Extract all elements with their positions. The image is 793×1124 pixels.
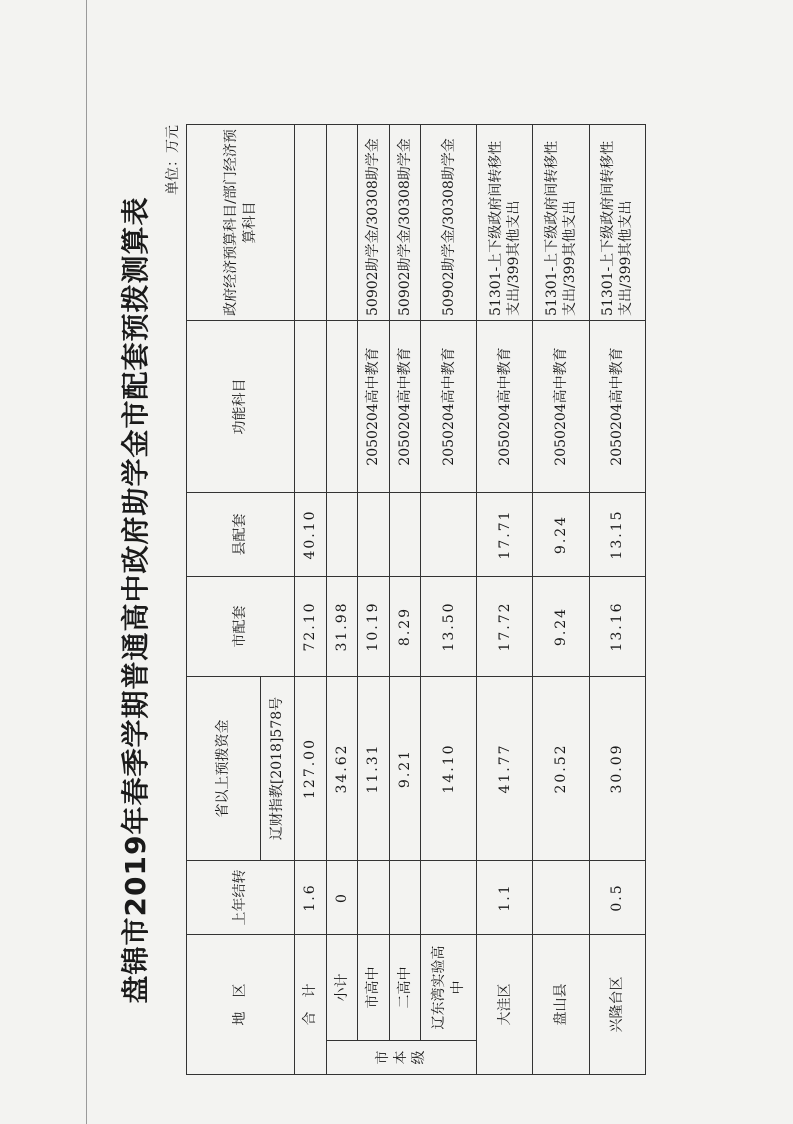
cell-econ bbox=[295, 125, 327, 321]
header-function-subject: 功能科目 bbox=[187, 321, 295, 493]
cell-carryover: 0 bbox=[326, 861, 358, 935]
cell-carryover: 0.5 bbox=[589, 861, 645, 935]
cell-function: 2050204高中教育 bbox=[389, 321, 421, 493]
cell-function: 2050204高中教育 bbox=[589, 321, 645, 493]
table-row bbox=[358, 125, 390, 1075]
cell-provincial: 14.10 bbox=[421, 677, 477, 861]
cell-region: 小计 bbox=[326, 935, 358, 1041]
cell-city-match: 13.16 bbox=[589, 577, 645, 677]
table-row bbox=[389, 125, 421, 1075]
unit-label: 单位：万元 bbox=[165, 125, 181, 195]
cell-city-match: 13.50 bbox=[421, 577, 477, 677]
cell-region: 二高中 bbox=[389, 935, 421, 1041]
cell-function: 2050204高中教育 bbox=[533, 321, 589, 493]
cell-provincial: 9.21 bbox=[389, 677, 421, 861]
cell-carryover: 1.6 bbox=[295, 861, 327, 935]
cell-function: 2050204高中教育 bbox=[421, 321, 477, 493]
cell-region: 盘山县 bbox=[533, 935, 589, 1075]
table-row-total bbox=[295, 125, 327, 1075]
cell-county-match: 17.71 bbox=[477, 493, 533, 577]
cell-city-level-group: 市本级 bbox=[326, 1041, 477, 1075]
cell-county-match: 13.15 bbox=[589, 493, 645, 577]
cell-econ: 51301-上下级政府间转移性支出/399其他支出 bbox=[533, 125, 589, 321]
cell-econ bbox=[326, 125, 358, 321]
cell-provincial: 20.52 bbox=[533, 677, 589, 861]
cell-provincial: 41.77 bbox=[477, 677, 533, 861]
table-row-subtotal bbox=[326, 125, 358, 1075]
table-row bbox=[589, 125, 645, 1075]
table-row bbox=[421, 125, 477, 1075]
header-econ-subject: 政府经济预算科目/部门经济预算科目 bbox=[187, 125, 295, 321]
cell-econ: 51301-上下级政府间转移性支出/399其他支出 bbox=[589, 125, 645, 321]
cell-provincial: 30.09 bbox=[589, 677, 645, 861]
cell-city-match: 10.19 bbox=[358, 577, 390, 677]
rotated-sheet bbox=[116, 125, 676, 1075]
cell-region: 兴隆台区 bbox=[589, 935, 645, 1075]
cell-econ: 50902助学金/30308助学金 bbox=[358, 125, 390, 321]
cell-county-match bbox=[358, 493, 390, 577]
table-row bbox=[477, 125, 533, 1075]
budget-table bbox=[186, 124, 646, 1075]
cell-provincial: 127.00 bbox=[295, 677, 327, 861]
cell-city-match: 8.29 bbox=[389, 577, 421, 677]
cell-county-match: 9.24 bbox=[533, 493, 589, 577]
cell-function: 2050204高中教育 bbox=[477, 321, 533, 493]
table-row bbox=[533, 125, 589, 1075]
cell-county-match: 40.10 bbox=[295, 493, 327, 577]
cell-carryover bbox=[358, 861, 390, 935]
cell-region: 辽东湾实验高中 bbox=[421, 935, 477, 1041]
cell-provincial: 34.62 bbox=[326, 677, 358, 861]
cell-city-match: 9.24 bbox=[533, 577, 589, 677]
cell-region: 大洼区 bbox=[477, 935, 533, 1075]
header-region: 地 区 bbox=[187, 935, 295, 1075]
cell-carryover bbox=[389, 861, 421, 935]
cell-function bbox=[295, 321, 327, 493]
cell-carryover bbox=[421, 861, 477, 935]
cell-region: 市高中 bbox=[358, 935, 390, 1041]
cell-carryover bbox=[533, 861, 589, 935]
cell-function bbox=[326, 321, 358, 493]
header-city-match: 市配套 bbox=[187, 577, 295, 677]
cell-econ: 50902助学金/30308助学金 bbox=[421, 125, 477, 321]
cell-city-match: 31.98 bbox=[326, 577, 358, 677]
cell-function: 2050204高中教育 bbox=[358, 321, 390, 493]
cell-provincial: 11.31 bbox=[358, 677, 390, 861]
cell-econ: 50902助学金/30308助学金 bbox=[389, 125, 421, 321]
cell-city-match: 72.10 bbox=[295, 577, 327, 677]
header-carryover: 上年结转 bbox=[187, 861, 295, 935]
header-county-match: 县配套 bbox=[187, 493, 295, 577]
cell-city-match: 17.72 bbox=[477, 577, 533, 677]
cell-econ: 51301-上下级政府间转移性支出/399其他支出 bbox=[477, 125, 533, 321]
header-provincial-sub: 辽财指教[2018]578号 bbox=[261, 677, 295, 861]
cell-county-match bbox=[326, 493, 358, 577]
cell-region: 合 计 bbox=[295, 935, 327, 1075]
cell-county-match bbox=[421, 493, 477, 577]
header-provincial: 省以上预拨资金 bbox=[187, 677, 261, 861]
document-title: 盘锦市2019年春季学期普通高中政府助学金市配套预拨测算表 bbox=[119, 196, 152, 1004]
cell-county-match bbox=[389, 493, 421, 577]
cell-carryover: 1.1 bbox=[477, 861, 533, 935]
